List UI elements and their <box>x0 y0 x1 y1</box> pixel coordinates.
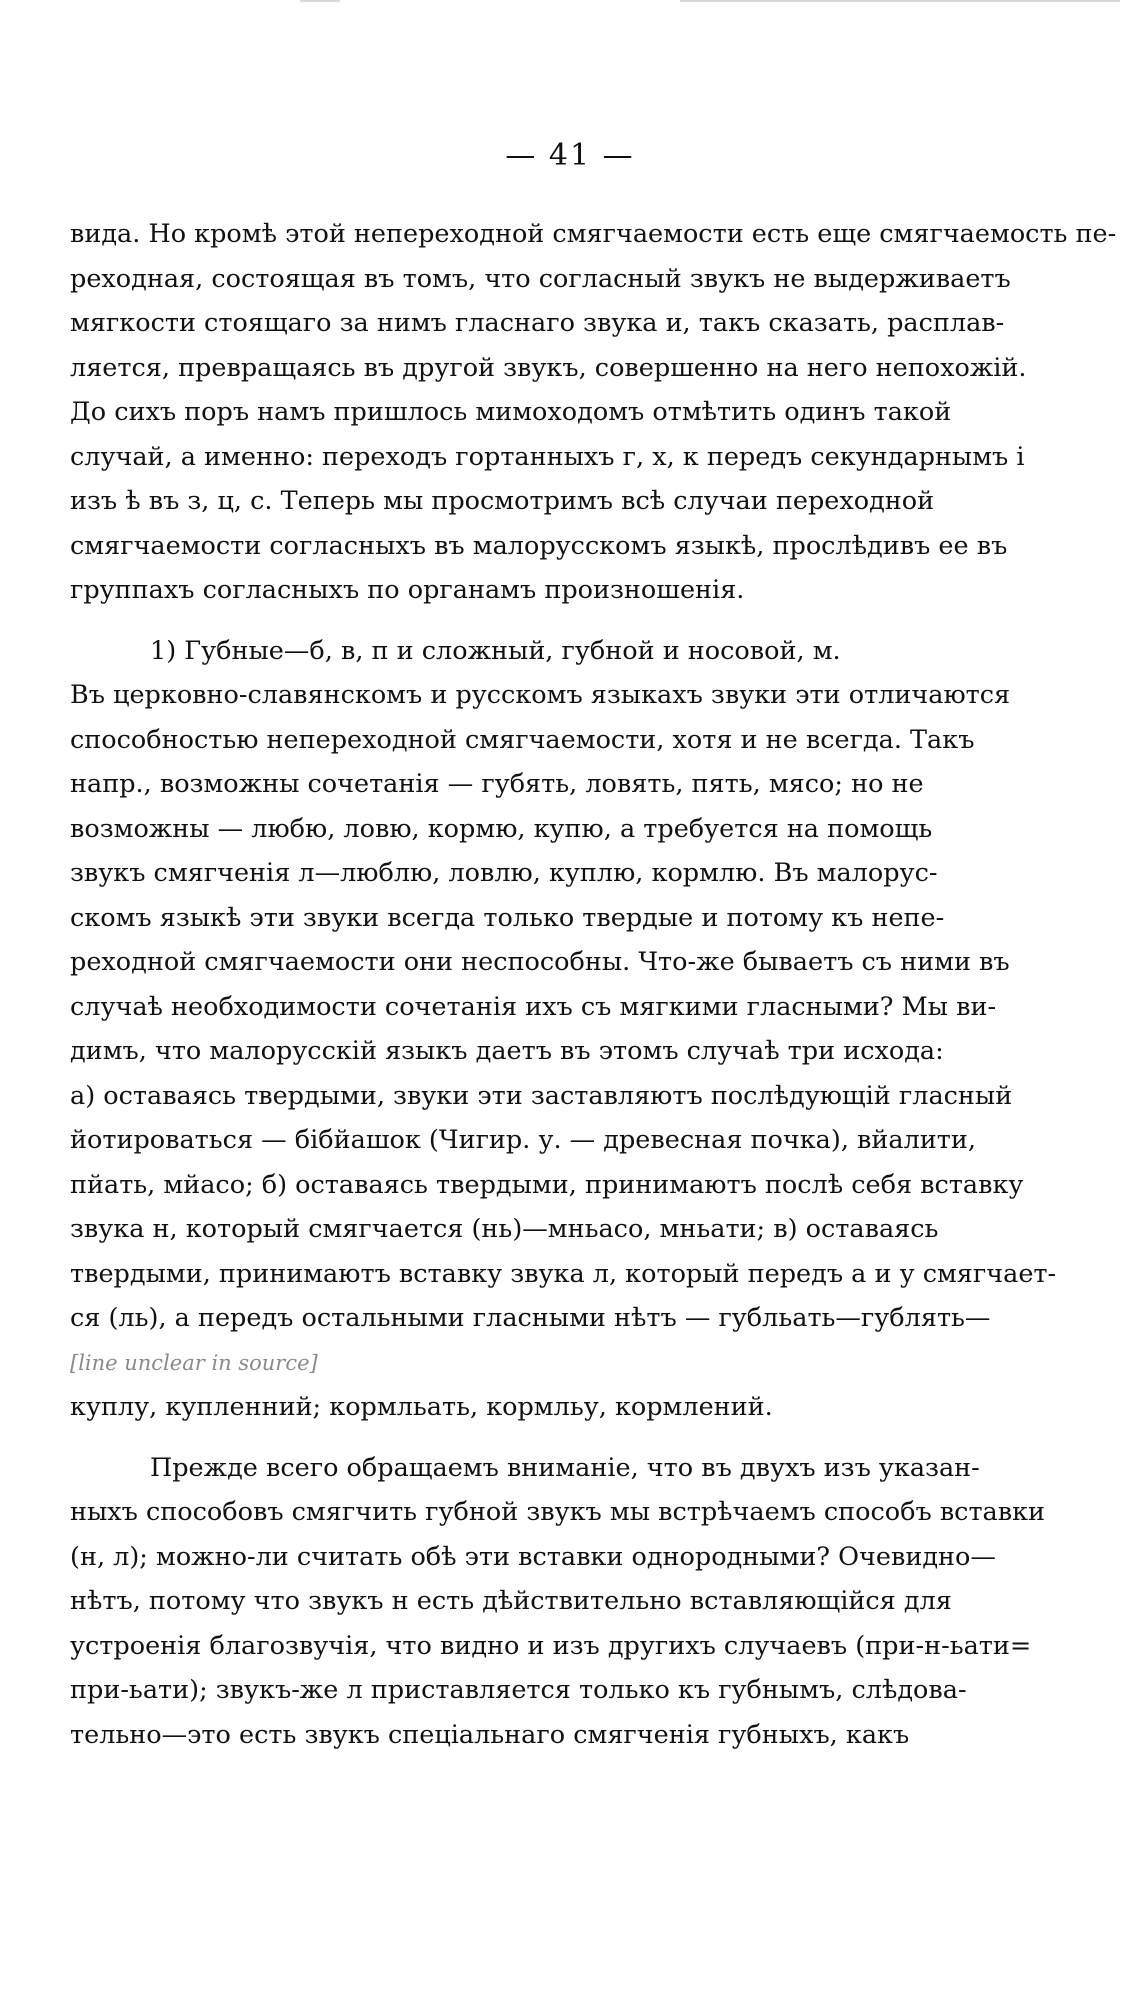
text-line: ляется, превращаясь въ другой звукъ, совершенно на него непохожій. <box>70 352 1027 383</box>
text-line: случаѣ необходимости сочетанія ихъ съ мягкими гласными? Мы ви- <box>70 991 997 1022</box>
text-line: йотироваться — бібйашок (Чигир. у. — древесная почка), вйалити, <box>70 1125 976 1155</box>
text-line: Въ церковно-славянскомъ и русскомъ языкахъ звуки эти отличаются <box>70 680 1011 710</box>
text-line: при-ьати); звукъ-же л приставляется только къ губнымъ, слѣдова- <box>70 1675 967 1705</box>
text-line-unclear: [line unclear in source] <box>70 1350 318 1375</box>
text-line: Прежде всего обращаемъ вниманіе, что въ двухъ изъ указан- <box>150 1452 980 1483</box>
text-line: ныхъ способовъ смягчить губной звукъ мы встрѣчаемъ способъ вставки <box>70 1497 1046 1527</box>
text-line: нѣтъ, потому что звукъ н есть дѣйствительно вставляющійся для <box>70 1586 952 1616</box>
page-number: — 41 — <box>505 138 635 173</box>
text-line: а) оставаясь твердыми, звуки эти заставляютъ послѣдующій гласный <box>70 1080 1013 1111</box>
text-line: напр., возможны сочетанія — губять, ловять, пять, мясо; но не <box>70 769 924 799</box>
text-line: ся (ль), а передъ остальными гласными нѣтъ — губльать—гублять— <box>70 1303 991 1333</box>
text-line: До сихъ поръ намъ пришлось мимоходомъ отмѣтить одинъ такой <box>70 397 952 427</box>
text-line: изъ ѣ въ з, ц, с. Теперь мы просмотримъ всѣ случаи переходной <box>70 486 935 516</box>
scan-edge-right <box>680 0 1120 2</box>
text-line: реходная, состоящая въ томъ, что согласный звукъ не выдерживаетъ <box>70 263 1011 294</box>
text-line: скомъ языкѣ эти звуки всегда только твердые и потому къ непе- <box>70 902 945 933</box>
text-line: (н, л); можно-ли считать обѣ эти вставки однородными? Очевидно— <box>70 1541 996 1572</box>
text-line: устроенія благозвучія, что видно и изъ другихъ случаевъ (при-н-ьати= <box>70 1630 1032 1661</box>
text-line: способностью непереходной смягчаемости, хотя и не всегда. Такъ <box>70 724 975 755</box>
page-text <box>70 212 1117 1757</box>
text-line: звукъ смягченія л—люблю, ловлю, куплю, кормлю. Въ малорус- <box>70 858 938 888</box>
text-line: возможны — любю, ловю, кормю, купю, а требуется на помощь <box>70 813 933 844</box>
text-line: реходной смягчаемости они неспособны. Что-же бываетъ съ ними въ <box>70 947 1010 977</box>
text-line: твердыми, принимаютъ вставку звука л, который передъ а и у смягчает- <box>70 1258 1057 1289</box>
text-line: куплу, купленний; кормльать, кормльу, кормлений. <box>70 1392 773 1422</box>
text-line: случай, а именно: переходъ гортанныхъ г, х, к передъ секундарнымъ і <box>70 441 1025 472</box>
text-line: димъ, что малорусскій языкъ даетъ въ этомъ случаѣ три исхода: <box>70 1036 944 1066</box>
text-line: тельно—это есть звукъ спеціальнаго смягченія губныхъ, какъ <box>70 1719 910 1750</box>
text-line: пйать, мйасо; б) оставаясь твердыми, принимаютъ послѣ себя вставку <box>70 1169 1024 1200</box>
text-line: звука н, который смягчается (нь)—мньасо, мньати; в) оставаясь <box>70 1214 939 1244</box>
scan-edge-left <box>300 0 340 2</box>
text-line: группахъ согласныхъ по органамъ произношенія. <box>70 575 745 605</box>
text-line: вида. Но кромѣ этой непереходной смягчаемости есть еще смягчаемость пе- <box>70 219 1117 249</box>
text-line: 1) Губные—б, в, п и сложный, губной и носовой, м. <box>150 635 841 666</box>
text-line: мягкости стоящаго за нимъ гласнаго звука и, такъ сказать, расплав- <box>70 308 1005 338</box>
text-line: смягчаемости согласныхъ въ малорусскомъ языкѣ, прослѣдивъ ее въ <box>70 530 1008 561</box>
